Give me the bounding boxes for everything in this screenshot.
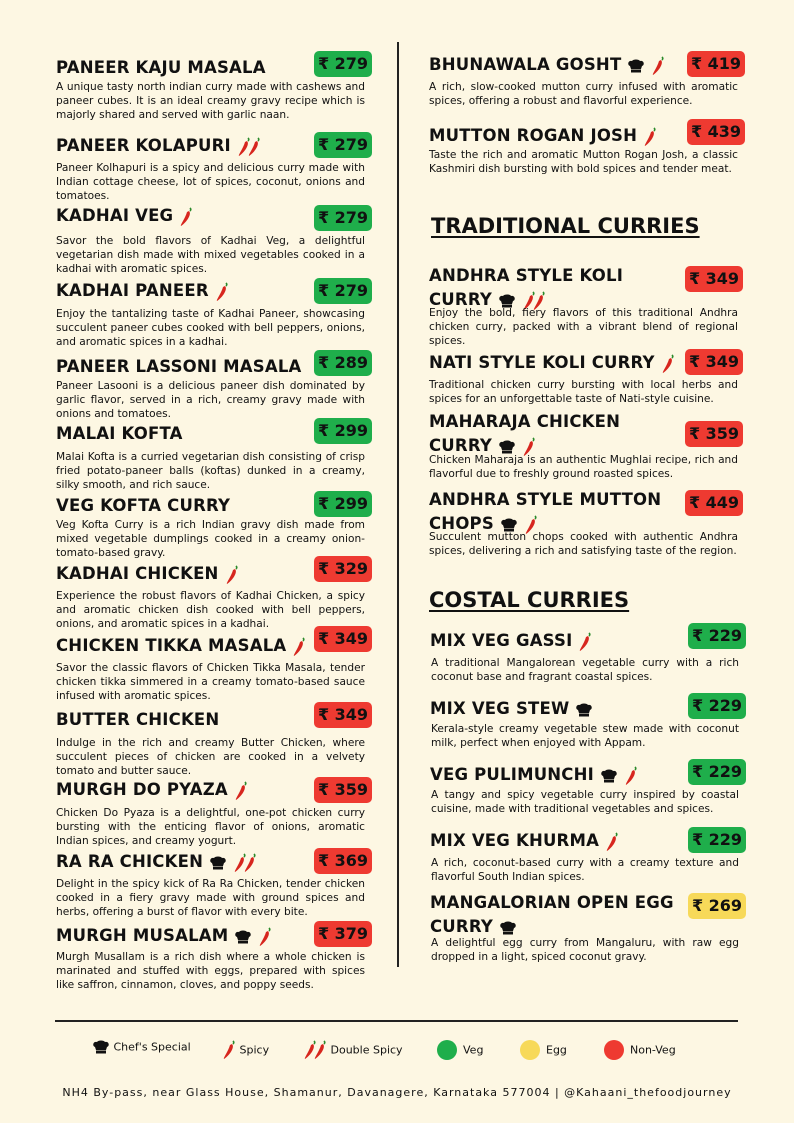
rtop-description: A rich, slow-cooked mutton curry infused with aromatic spices, offering a robust and flavorful experience. — [429, 81, 738, 107]
trad-title-line1: NATI STYLE KOLI CURRY — [429, 353, 655, 372]
left-name-10 — [56, 778, 248, 803]
coastal-title-line1: MIX VEG STEW — [430, 699, 570, 718]
left-name-5 — [56, 422, 183, 446]
trad-description: Succulent mutton chops cooked with authentic Andhra spices, delivering a rich and satisfying taste of the region. — [429, 531, 738, 557]
left-price-badge: ₹ 279 — [314, 205, 372, 231]
section-title-coastal: COSTAL CURRIES — [429, 588, 630, 612]
left-name-0 — [56, 56, 266, 80]
coastal-title-line1: VEG PULIMUNCHI — [430, 765, 594, 784]
coastal-title-line1: MIX VEG KHURMA — [430, 831, 600, 850]
footer-address: NH4 By-pass, near Glass House, Shamanur, Davanagere, Karnataka 577004 | @Kahaani_thefoodjourney — [62, 1086, 732, 1099]
trad-name-1 — [429, 351, 675, 376]
legend-veg-label: Veg — [463, 1043, 484, 1057]
left-title: PANEER KAJU MASALA — [56, 58, 266, 77]
chili-icon — [215, 280, 229, 304]
coastal-name-0 — [430, 629, 592, 654]
double-chili-icon — [303, 1043, 327, 1056]
trad-name-2 — [429, 410, 620, 459]
left-title: VEG KOFTA CURRY — [56, 496, 231, 515]
chili-icon — [624, 764, 638, 788]
left-description: Malai Kofta is a curried vegetarian dish consisting of crisp fried potato-paneer balls (koftas) dunked in a creamy, silky smooth, and rich sauce. — [56, 451, 365, 491]
left-description: Savor the classic flavors of Chicken Tikka Masala, tender chicken tikka simmered in a creamy tomato-based sauce infused with aromatic spices. — [56, 662, 365, 702]
left-price-badge: ₹ 379 — [314, 921, 372, 947]
left-title: MURGH DO PYAZA — [56, 780, 228, 799]
legend-egg-label: Egg — [546, 1043, 567, 1057]
left-name-2 — [56, 204, 193, 229]
chili-icon — [222, 1043, 236, 1056]
chili-icon — [258, 925, 272, 949]
left-title: CHICKEN TIKKA MASALA — [56, 636, 287, 655]
left-price-badge: ₹ 299 — [314, 418, 372, 444]
chef-hat-icon — [600, 764, 618, 788]
left-name-6 — [56, 494, 230, 518]
coastal-price-badge: ₹ 229 — [688, 623, 746, 649]
left-price-badge: ₹ 279 — [314, 51, 372, 77]
legend-double-spicy-label: Double Spicy — [330, 1043, 403, 1057]
chili-icon — [292, 635, 306, 659]
left-name-9 — [56, 708, 219, 732]
chef-hat-icon — [209, 851, 227, 875]
left-title: PANEER LASSONI MASALA — [56, 357, 302, 376]
veg-dot-icon — [437, 1040, 457, 1060]
coastal-name-1 — [430, 697, 593, 722]
coastal-name-4 — [430, 891, 674, 940]
coastal-description: A rich, coconut-based curry with a creamy texture and flavorful South Indian spices. — [431, 857, 739, 883]
legend-spicy-label: Spicy — [239, 1043, 270, 1057]
left-price-badge: ₹ 329 — [314, 556, 372, 582]
rtop-description: Taste the rich and aromatic Mutton Rogan Josh, a classic Kashmiri dish bursting with bold spices and tender meat. — [429, 149, 738, 175]
left-title: KADHAI VEG — [56, 206, 174, 225]
rtop-title: BHUNAWALA GOSHT — [429, 55, 622, 74]
left-title: BUTTER CHICKEN — [56, 710, 220, 729]
left-title: MURGH MUSALAM — [56, 926, 229, 945]
trad-title-line2: CURRY — [429, 436, 492, 455]
trad-description: Traditional chicken curry bursting with local herbs and spices for an unforgettable taste of Nati-style cuisine. — [429, 379, 738, 405]
coastal-title-line1: MANGALORIAN OPEN EGG — [430, 893, 674, 912]
coastal-title-line2: CURRY — [430, 917, 493, 936]
left-title: MALAI KOFTA — [56, 424, 183, 443]
trad-title-line1: ANDHRA STYLE MUTTON — [429, 490, 662, 509]
trad-title-line2: CURRY — [429, 290, 492, 309]
coastal-name-2 — [430, 763, 638, 788]
chili-icon — [661, 352, 675, 376]
chili-icon — [643, 125, 657, 149]
rtop-price-badge: ₹ 439 — [687, 119, 745, 145]
left-title: KADHAI CHICKEN — [56, 564, 219, 583]
left-name-1 — [56, 134, 261, 159]
left-title: RA RA CHICKEN — [56, 852, 204, 871]
legend-egg — [520, 1040, 567, 1060]
left-price-badge: ₹ 349 — [314, 702, 372, 728]
legend-nonveg — [604, 1040, 676, 1060]
trad-title-line1: MAHARAJA CHICKEN — [429, 412, 621, 431]
left-title: KADHAI PANEER — [56, 281, 209, 300]
rtop-price-badge: ₹ 419 — [687, 51, 745, 77]
chili-icon — [651, 54, 665, 78]
left-description: Delight in the spicy kick of Ra Ra Chicken, tender chicken cooked in a fiery gravy made with ground spices and herbs, offering a burst of flavor with every bite. — [56, 878, 365, 918]
chili-icon — [605, 830, 619, 854]
left-price-badge: ₹ 369 — [314, 848, 372, 874]
left-description: Paneer Lasooni is a delicious paneer dish dominated by garlic flavor, served in a rich, creamy gravy made with onions and tomatoes. — [56, 380, 365, 420]
legend-double-spicy — [303, 1040, 403, 1060]
left-price-badge: ₹ 289 — [314, 350, 372, 376]
legend-veg — [437, 1040, 483, 1060]
left-name-8 — [56, 634, 306, 659]
egg-dot-icon — [520, 1040, 540, 1060]
chef-hat-icon — [627, 54, 645, 78]
trad-title-line1: ANDHRA STYLE KOLI — [429, 266, 624, 285]
chili-icon — [179, 205, 193, 229]
left-title: PANEER KOLAPURI — [56, 136, 231, 155]
trad-price-badge: ₹ 349 — [685, 266, 743, 292]
section-title-traditional: TRADITIONAL CURRIES — [431, 214, 700, 238]
trad-description: Chicken Maharaja is an authentic Mughlai recipe, rich and flavorful due to freshly ground roasted spices. — [429, 454, 738, 480]
coastal-description: Kerala-style creamy vegetable stew made with coconut milk, perfect when enjoyed with Appam. — [431, 723, 739, 749]
left-price-badge: ₹ 359 — [314, 777, 372, 803]
left-description: Paneer Kolhapuri is a spicy and delicious curry made with Indian cottage cheese, lot of spices, coconut, onions and tomatoes. — [56, 162, 365, 202]
left-price-badge: ₹ 349 — [314, 626, 372, 652]
chef-hat-icon — [234, 925, 252, 949]
left-description: Indulge in the rich and creamy Butter Chicken, where succulent pieces of chicken are cooked in a velvety tomato and butter sauce. — [56, 737, 365, 777]
left-description: A unique tasty north indian curry made with cashews and paneer cubes. It is an ideal creamy gravy recipe which is majorly shared and served with garlic naan. — [56, 81, 365, 121]
left-description: Savor the bold flavors of Kadhai Veg, a delightful vegetarian dish made with mixed vegetables cooked in a kadhai with aromatic spices. — [56, 235, 365, 275]
left-description: Experience the robust flavors of Kadhai Chicken, a spicy and aromatic chicken dish cooked with bell peppers, onions, and aromatic spices in a kadhai. — [56, 590, 365, 630]
coastal-title-line1: MIX VEG GASSI — [430, 631, 573, 650]
rtop-name-1 — [429, 124, 657, 149]
legend-chef-label: Chef's Special — [113, 1040, 191, 1054]
left-description: Veg Kofta Curry is a rich Indian gravy dish made from mixed vegetable dumplings cooked in a creamy onion-tomato-based gravy. — [56, 519, 365, 559]
double-chili-icon — [237, 135, 261, 159]
coastal-description: A delightful egg curry from Mangaluru, with raw egg dropped in a light, spiced coconut gravy. — [431, 937, 739, 963]
trad-price-badge: ₹ 359 — [685, 421, 743, 447]
trad-price-badge: ₹ 449 — [685, 490, 743, 516]
chili-icon — [578, 630, 592, 654]
chef-hat-icon — [92, 1040, 110, 1053]
coastal-description: A traditional Mangalorean vegetable curry with a rich coconut base and fragrant coastal spices. — [431, 657, 739, 683]
chili-icon — [225, 563, 239, 587]
legend-nonveg-label: Non-Veg — [630, 1043, 676, 1057]
footer-divider — [55, 1020, 738, 1022]
left-description: Chicken Do Pyaza is a delightful, one-pot chicken curry bursting with the enticing flavor of onions, aromatic Indian spices, and creamy yogurt. — [56, 807, 365, 847]
left-description: Murgh Musallam is a rich dish where a whole chicken is marinated and stuffed with eggs, prepared with spices like saffron, cinnamon, cloves, and poppy seeds. — [56, 951, 365, 991]
chef-hat-icon — [575, 698, 593, 722]
column-divider — [397, 42, 399, 967]
left-price-badge: ₹ 299 — [314, 491, 372, 517]
coastal-price-badge: ₹ 269 — [688, 893, 746, 919]
left-price-badge: ₹ 279 — [314, 132, 372, 158]
left-name-12 — [56, 924, 272, 949]
left-name-11 — [56, 850, 257, 875]
left-name-3 — [56, 279, 229, 304]
coastal-price-badge: ₹ 229 — [688, 693, 746, 719]
coastal-price-badge: ₹ 229 — [688, 759, 746, 785]
trad-title-line2: CHOPS — [429, 514, 494, 533]
trad-description: Enjoy the bold, fiery flavors of this traditional Andhra chicken curry, packed with a vibrant blend of regional spices. — [429, 307, 738, 347]
double-chili-icon — [233, 851, 257, 875]
coastal-price-badge: ₹ 229 — [688, 827, 746, 853]
rtop-name-0 — [429, 53, 665, 78]
chili-icon — [234, 779, 248, 803]
legend-chef — [92, 1040, 191, 1054]
coastal-name-3 — [430, 829, 619, 854]
left-price-badge: ₹ 279 — [314, 278, 372, 304]
trad-price-badge: ₹ 349 — [685, 349, 743, 375]
left-name-4 — [56, 355, 302, 379]
left-description: Enjoy the tantalizing taste of Kadhai Paneer, showcasing succulent paneer cubes cooked with bell peppers, onions, and aromatic spices in a kadhai. — [56, 308, 365, 348]
legend-spicy — [222, 1040, 269, 1060]
nonveg-dot-icon — [604, 1040, 624, 1060]
left-name-7 — [56, 562, 239, 587]
coastal-description: A tangy and spicy vegetable curry inspired by coastal cuisine, made with traditional vegetables and spices. — [431, 789, 739, 815]
rtop-title: MUTTON ROGAN JOSH — [429, 126, 638, 145]
